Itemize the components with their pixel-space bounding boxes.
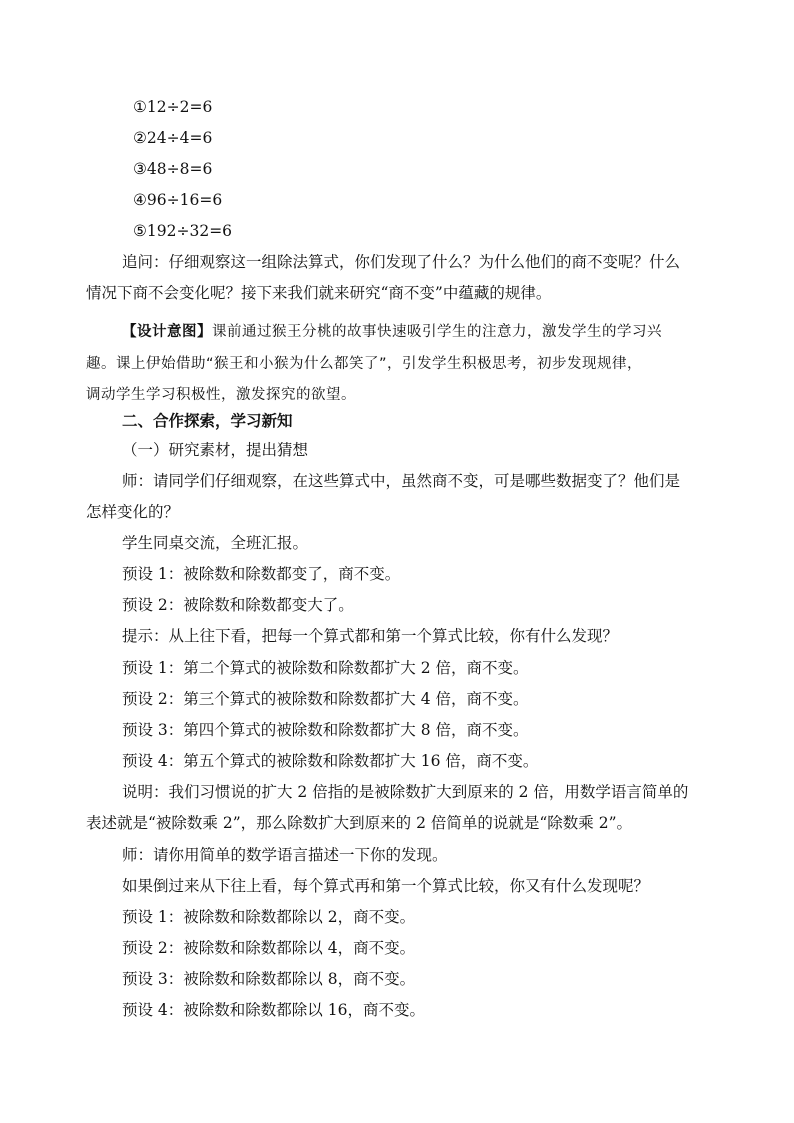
preset-c-1: 预设 1：被除数和除数都除以 2，商不变。 — [122, 908, 416, 926]
reverse-question: 如果倒过来从下往上看，每个算式再和第一个算式比较，你又有什么发现呢？ — [122, 877, 650, 895]
preset-c-4: 预设 4：被除数和除数都除以 16，商不变。 — [122, 1001, 425, 1019]
section-2-heading: 二、合作探索，学习新知 — [122, 411, 293, 430]
preset-a-2: 预设 2：被除数和除数都变大了。 — [122, 596, 354, 614]
teacher-question-line-2: 怎样变化的？ — [86, 503, 180, 521]
design-intent-line-1 — [122, 322, 662, 342]
preset-a-1: 预设 1：被除数和除数都变了，商不变。 — [122, 565, 401, 583]
explanation-line-1: 说明：我们习惯说的扩大 2 倍指的是被除数扩大到原来的 2 倍，用数学语言简单的 — [122, 783, 689, 801]
preset-b-2: 预设 2：第三个算式的被除数和除数都扩大 4 倍，商不变。 — [122, 690, 529, 708]
preset-c-2: 预设 2：被除数和除数都除以 4，商不变。 — [122, 939, 416, 957]
subsection-1-heading: （一）研究素材，提出猜想 — [122, 441, 309, 459]
preset-b-1: 预设 1：第二个算式的被除数和除数都扩大 2 倍，商不变。 — [122, 659, 529, 677]
equation-5: ⑤192÷32=6 — [133, 222, 233, 240]
preset-b-3: 预设 3：第四个算式的被除数和除数都扩大 8 倍，商不变。 — [122, 721, 529, 739]
equation-2: ②24÷4=6 — [133, 129, 213, 147]
design-intent-line-3: 调动学生学习积极性，激发探究的欲望。 — [86, 387, 356, 403]
preset-c-3: 预设 3：被除数和除数都除以 8，商不变。 — [122, 970, 416, 988]
teacher-question-line-1: 师：请同学们仔细观察，在这些算式中，虽然商不变，可是哪些数据变了？他们是 — [122, 472, 681, 490]
follow-up-line-2: 情况下商不会变化呢？接下来我们就来研究“商不变”中蕴藏的规律。 — [86, 284, 552, 302]
preset-b-4: 预设 4：第五个算式的被除数和除数都扩大 16 倍，商不变。 — [122, 752, 539, 770]
equation-3: ③48÷8=6 — [133, 160, 213, 178]
hint: 提示：从上往下看，把每一个算式都和第一个算式比较，你有什么发现？ — [122, 627, 619, 645]
design-intent-label: 【设计意图】 — [122, 324, 212, 340]
equation-4: ④96÷16=6 — [133, 191, 223, 209]
design-intent-line-2: 趣。课上伊始借助“猴王和小猴为什么都笑了”，引发学生积极思考，初步发现规律， — [86, 356, 643, 372]
explanation-line-2: 表述就是“被除数乘 2”，那么除数扩大到原来的 2 倍简单的说就是“除数乘 2”。 — [86, 814, 632, 832]
student-exchange: 学生同桌交流，全班汇报。 — [122, 534, 309, 552]
equation-1: ①12÷2=6 — [133, 98, 213, 116]
follow-up-line-1: 追问：仔细观察这一组除法算式，你们发现了什么？为什么他们的商不变呢？什么 — [122, 253, 681, 271]
design-intent-text: 课前通过猴王分桃的故事快速吸引学生的注意力，激发学生的学习兴 — [212, 324, 662, 340]
teacher-request: 师：请你用简单的数学语言描述一下你的发现。 — [122, 846, 448, 864]
